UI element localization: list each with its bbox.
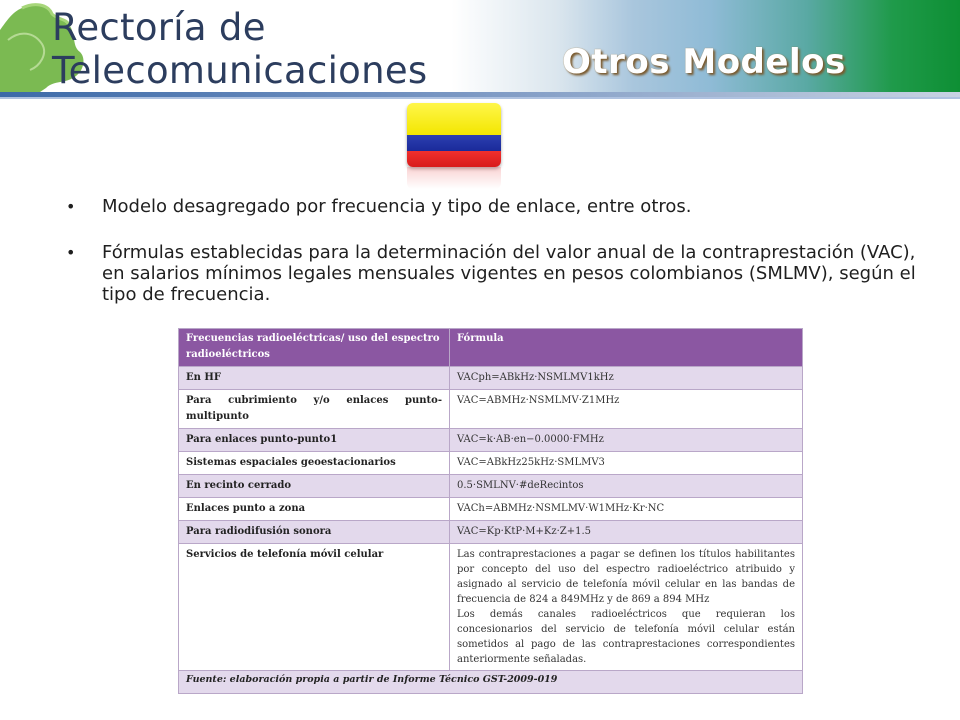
header-divider-thin [0, 97, 960, 99]
table-row [179, 498, 803, 521]
row-formula-paragraph: Los demás canales radioeléctricos que requieran los concesionarios del servicio de telefonía móvil celular están sometidos al pago de las contraprestaciones correspondientes anteriormente señaladas. [457, 609, 795, 665]
formulas-table [178, 328, 803, 694]
row-label: En recinto cerrado [179, 475, 450, 498]
row-formula: VAC=Kp·KtP·M+Kz·Z+1.5 [450, 521, 803, 544]
brand-logo-text [52, 6, 428, 92]
flag-blue-band [407, 135, 501, 151]
row-formula: VACph=ABkHz·NSMLMV1kHz [450, 367, 803, 390]
table-row [179, 367, 803, 390]
brand-line-2: Telecomunicaciones [52, 49, 428, 92]
bullet-dot-icon: • [66, 243, 76, 262]
row-formula: 0.5·SMLNV·#deRecintos [450, 475, 803, 498]
row-label: Para radiodifusión sonora [179, 521, 450, 544]
row-label: Servicios de telefonía móvil celular [179, 544, 450, 671]
row-label: Para cubrimiento y/o enlaces punto-multipunto [179, 390, 450, 429]
row-formula: VAC=ABkHz25kHz·SMLMV3 [450, 452, 803, 475]
row-formula-paragraph: Las contraprestaciones a pagar se definen los títulos habilitantes por concepto del uso del espectro radioeléctrico atribuido y asignado al servicio de telefonía móvil celular en las bandas de frecuencia de 824 a 849MHz y de 869 a 894 MHz [457, 549, 795, 605]
table-row [179, 390, 803, 429]
row-label: Sistemas espaciales geoestacionarios [179, 452, 450, 475]
colombia-flag-icon [407, 103, 501, 167]
row-label: Para enlaces punto-punto1 [179, 429, 450, 452]
flag-red-band [407, 151, 501, 167]
column-header-formula: Fórmula [450, 329, 803, 367]
bullet-dot-icon: • [66, 197, 76, 216]
table-footer-row [179, 671, 803, 694]
row-label: En HF [179, 367, 450, 390]
bullet-text: Modelo desagregado por frecuencia y tipo de enlace, entre otros. [102, 196, 692, 217]
row-formula [450, 544, 803, 671]
flag-reflection [407, 167, 501, 189]
table-source-note: Fuente: elaboración propia a partir de Informe Técnico GST-2009-019 [179, 671, 803, 694]
bullet-item [66, 242, 926, 305]
bullet-text: Fórmulas establecidas para la determinación del valor anual de la contraprestación (VAC), en salarios mínimos legales mensuales vigentes en pesos colombianos (SMLMV), según el tipo de frecuencia. [102, 242, 916, 305]
row-formula: VAC=k·AB·en−0.0000·FMHz [450, 429, 803, 452]
bullet-item [66, 196, 926, 217]
slide-title: Otros Modelos [562, 42, 846, 82]
table-row [179, 544, 803, 671]
column-header-frecuencias: Frecuencias radioeléctricas/ uso del espectro radioeléctricos [179, 329, 450, 367]
table-row [179, 429, 803, 452]
table-row [179, 475, 803, 498]
table-header-row [179, 329, 803, 367]
brand-line-1: Rectoría de [52, 6, 266, 49]
row-formula: VAC=ABMHz·NSMLMV·Z1MHz [450, 390, 803, 429]
row-label: Enlaces punto a zona [179, 498, 450, 521]
table-row [179, 452, 803, 475]
flag-yellow-band [407, 103, 501, 135]
bullet-list [66, 196, 926, 305]
table-row [179, 521, 803, 544]
row-formula: VACh=ABMHz·NSMLMV·W1MHz·Kr·NC [450, 498, 803, 521]
